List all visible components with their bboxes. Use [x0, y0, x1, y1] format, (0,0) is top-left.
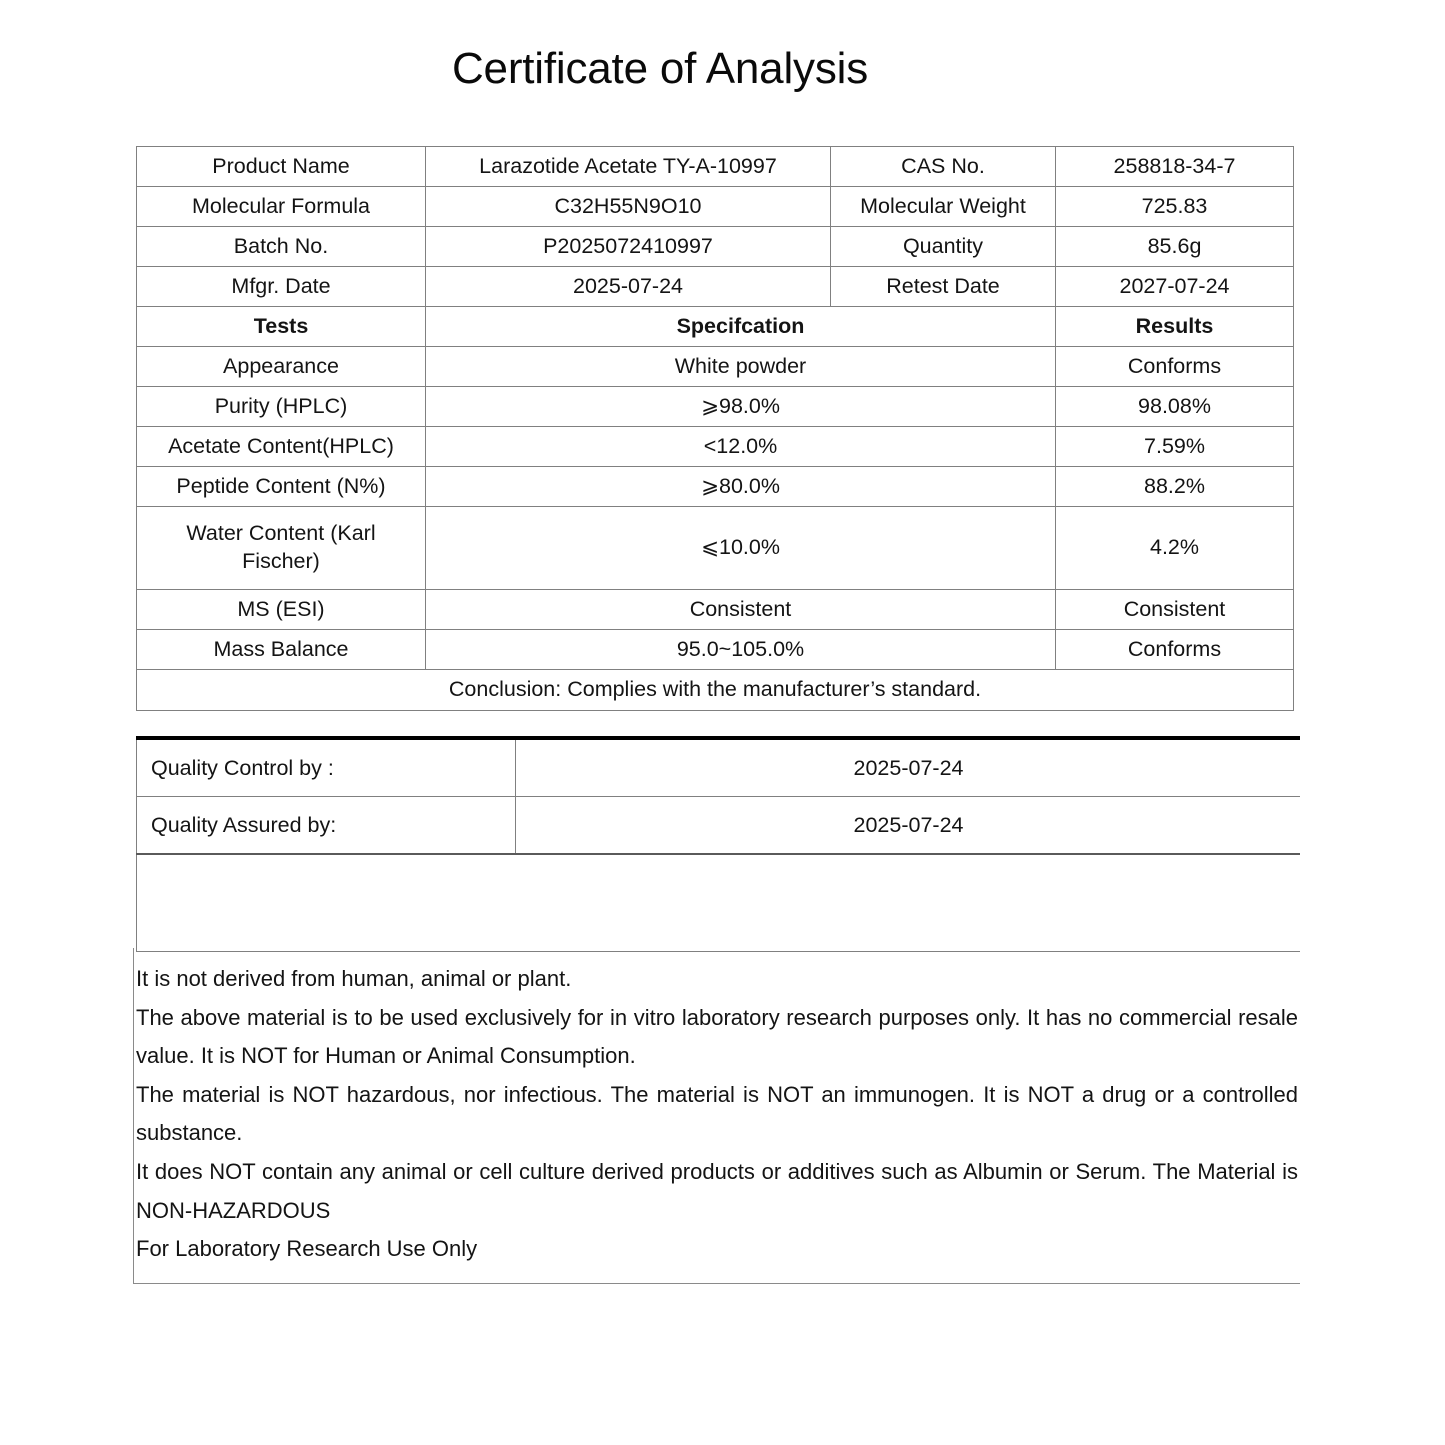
disclaimer-block [133, 948, 1301, 1284]
test-spec: ⩽10.0% [426, 507, 1056, 590]
test-result: Conforms [1056, 630, 1294, 670]
test-spec: Consistent [426, 590, 1056, 630]
table-row [137, 507, 1294, 590]
table-row [137, 467, 1294, 507]
test-name: Mass Balance [137, 630, 426, 670]
batch-no-label: Batch No. [137, 227, 426, 267]
conclusion-row [137, 670, 1294, 711]
certificate-main-table [136, 146, 1294, 711]
product-name-value: Larazotide Acetate TY-A-10997 [426, 147, 831, 187]
test-spec: <12.0% [426, 427, 1056, 467]
test-name: Peptide Content (N%) [137, 467, 426, 507]
disclaimer-line-4: It does NOT contain any animal or cell culture derived products or additives such as Albumin or Serum. The Material is NON-HAZARDOUS [136, 1158, 1298, 1223]
test-name: Acetate Content(HPLC) [137, 427, 426, 467]
table-row [137, 590, 1294, 630]
test-spec: ⩾98.0% [426, 387, 1056, 427]
quantity-value: 85.6g [1056, 227, 1294, 267]
table-row [137, 797, 1302, 855]
test-name: Appearance [137, 347, 426, 387]
test-result: Consistent [1056, 590, 1294, 630]
test-name: MS (ESI) [137, 590, 426, 630]
product-name-label: Product Name [137, 147, 426, 187]
test-spec: White powder [426, 347, 1056, 387]
cas-no-value: 258818-34-7 [1056, 147, 1294, 187]
test-result: 88.2% [1056, 467, 1294, 507]
page-title: Certificate of Analysis [451, 44, 869, 93]
table-row [137, 227, 1294, 267]
disclaimer-line-3: The material is NOT hazardous, nor infectious. The material is NOT an immunogen. It is NOT a drug or a controlled substance. [136, 1081, 1298, 1146]
disclaimer-line-2: The above material is to be used exclusively for in vitro laboratory research purposes only. It has no commercial resale value. It is NOT for Human or Animal Consumption. [136, 1004, 1298, 1069]
test-result: 4.2% [1056, 507, 1294, 590]
test-result: 98.08% [1056, 387, 1294, 427]
signature-blank-cell [137, 854, 1302, 952]
test-result: Conforms [1056, 347, 1294, 387]
table-row [137, 630, 1294, 670]
test-spec: ⩾80.0% [426, 467, 1056, 507]
mfgr-date-value: 2025-07-24 [426, 267, 831, 307]
tests-header-row [137, 307, 1294, 347]
retest-date-label: Retest Date [831, 267, 1056, 307]
molecular-formula-value: C32H55N9O10 [426, 187, 831, 227]
test-result: 7.59% [1056, 427, 1294, 467]
test-name: Water Content (Karl Fischer) [137, 507, 426, 590]
table-row [137, 427, 1294, 467]
molecular-formula-label: Molecular Formula [137, 187, 426, 227]
column-header-results: Results [1056, 307, 1294, 347]
table-row [137, 267, 1294, 307]
signature-blank-row [137, 854, 1302, 952]
table-row [137, 147, 1294, 187]
quality-assured-date: 2025-07-24 [516, 797, 1302, 855]
disclaimer-line-5: For Laboratory Research Use Only [136, 1236, 478, 1262]
column-header-tests: Tests [137, 307, 426, 347]
batch-no-value: P2025072410997 [426, 227, 831, 267]
quality-assured-label: Quality Assured by: [137, 797, 516, 855]
test-name: Purity (HPLC) [137, 387, 426, 427]
test-spec: 95.0~105.0% [426, 630, 1056, 670]
retest-date-value: 2027-07-24 [1056, 267, 1294, 307]
quality-control-label: Quality Control by : [137, 738, 516, 797]
vertical-scrollbar-track[interactable] [1300, 0, 1445, 1445]
table-row [137, 387, 1294, 427]
cas-no-label: CAS No. [831, 147, 1056, 187]
mfgr-date-label: Mfgr. Date [137, 267, 426, 307]
disclaimer-line-1: It is not derived from human, animal or plant. [136, 966, 572, 991]
column-header-specification: Specifcation [426, 307, 1056, 347]
table-row [137, 738, 1302, 797]
quantity-label: Quantity [831, 227, 1056, 267]
quality-control-date: 2025-07-24 [516, 738, 1302, 797]
molecular-weight-label: Molecular Weight [831, 187, 1056, 227]
conclusion-text: Conclusion: Complies with the manufacturer’s standard. [137, 670, 1294, 711]
table-row [137, 347, 1294, 387]
molecular-weight-value: 725.83 [1056, 187, 1294, 227]
table-row [137, 187, 1294, 227]
signature-table [136, 736, 1302, 952]
